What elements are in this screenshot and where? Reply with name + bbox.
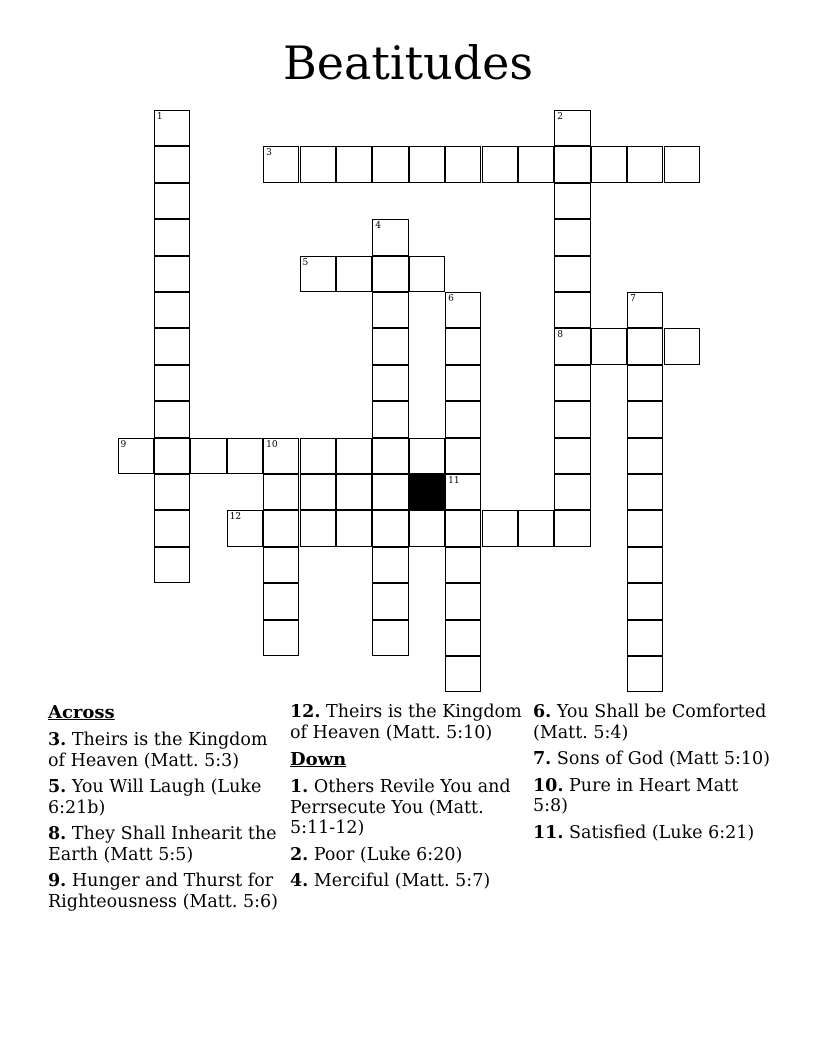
clue-number: 2. [290, 844, 309, 865]
grid-cell[interactable] [445, 547, 481, 583]
grid-cell[interactable] [627, 583, 663, 619]
clue-down-2 [290, 845, 526, 866]
grid-cell[interactable] [554, 474, 590, 510]
grid-cell[interactable] [554, 183, 590, 219]
grid-cell[interactable] [154, 365, 190, 401]
clue-down-10 [533, 776, 773, 817]
across-heading: Across [48, 702, 115, 723]
grid-cell[interactable] [263, 438, 299, 474]
clue-number: 10. [533, 775, 564, 796]
black-square [409, 474, 445, 510]
clue-text: Sons of God (Matt 5:10) [556, 749, 770, 769]
clue-text: Others Revile You and Perrsecute You (Matt. 5:11-12) [290, 777, 511, 838]
grid-cell[interactable] [627, 328, 663, 364]
grid-cell[interactable] [263, 547, 299, 583]
clue-text: Merciful (Matt. 5:7) [313, 871, 491, 891]
grid-cell[interactable] [445, 474, 481, 510]
clue-text: Theirs is the Kingdom of Heaven (Matt. 5:10) [290, 702, 522, 743]
grid-cell[interactable] [154, 256, 190, 292]
grid-cell[interactable] [627, 146, 663, 182]
cell-number: 7 [630, 294, 636, 304]
grid-cell[interactable] [300, 510, 336, 546]
clue-text: You Shall be Comforted (Matt. 5:4) [533, 702, 767, 743]
grid-cell[interactable] [300, 438, 336, 474]
cell-number: 1 [156, 112, 163, 122]
clue-down-11 [533, 823, 773, 844]
grid-cell[interactable] [627, 656, 663, 692]
grid-cell[interactable] [372, 474, 408, 510]
grid-cell[interactable] [409, 146, 445, 182]
grid-cell[interactable] [445, 146, 481, 182]
grid-cell[interactable] [372, 219, 408, 255]
grid-cell[interactable] [372, 365, 408, 401]
cell-number: 8 [557, 330, 564, 341]
grid-cell[interactable] [263, 510, 299, 546]
clue-text: You Will Laugh (Luke 6:21b) [48, 777, 262, 818]
clue-number: 3. [48, 730, 67, 750]
grid-cell[interactable] [372, 146, 408, 182]
grid-cell[interactable] [300, 146, 336, 182]
grid-cell[interactable] [263, 620, 299, 656]
grid-cell[interactable] [445, 583, 481, 619]
grid-cell[interactable] [263, 474, 299, 510]
cell-number: 11 [448, 476, 460, 486]
cell-number: 6 [448, 294, 454, 304]
grid-cell[interactable] [482, 510, 518, 546]
clue-text: Theirs is the Kingdom of Heaven (Matt. 5:3) [48, 730, 268, 771]
grid-cell[interactable] [190, 438, 226, 474]
clue-down-4 [290, 871, 526, 892]
grid-cell[interactable] [445, 401, 481, 437]
grid-cell[interactable] [627, 438, 663, 474]
grid-cell[interactable] [664, 146, 700, 182]
grid-cell[interactable] [154, 146, 190, 182]
grid-cell[interactable] [627, 474, 663, 510]
grid-cell[interactable] [554, 256, 590, 292]
clue-text: Satisfied (Luke 6:21) [569, 822, 755, 843]
grid-cell[interactable] [518, 510, 554, 546]
cell-number: 2 [557, 112, 564, 122]
grid-cell[interactable] [154, 438, 190, 474]
grid-cell[interactable] [445, 620, 481, 656]
grid-cell[interactable] [409, 510, 445, 546]
grid-cell[interactable] [372, 583, 408, 619]
grid-cell[interactable] [445, 438, 481, 474]
clue-number: 11. [533, 822, 564, 843]
page-title: Beatitudes [282, 36, 534, 90]
grid-cell[interactable] [445, 510, 481, 546]
clue-across-5 [48, 777, 284, 818]
grid-cell[interactable] [554, 219, 590, 255]
clue-number: 1. [290, 777, 309, 797]
grid-cell[interactable] [372, 328, 408, 364]
clue-number: 8. [48, 824, 67, 844]
grid-cell[interactable] [482, 146, 518, 182]
grid-cell[interactable] [372, 401, 408, 437]
clue-text: Pure in Heart Matt 5:8) [533, 775, 739, 816]
clue-down-1 [290, 777, 526, 839]
clue-text: Poor (Luke 6:20) [313, 844, 463, 865]
clue-number: 4. [290, 871, 309, 891]
cell-number: 5 [302, 257, 309, 268]
clue-across-9 [48, 871, 284, 912]
grid-cell[interactable] [409, 256, 445, 292]
grid-cell[interactable] [154, 328, 190, 364]
grid-cell[interactable] [372, 620, 408, 656]
grid-cell[interactable] [154, 183, 190, 219]
grid-cell[interactable] [154, 510, 190, 546]
clue-column-1 [48, 702, 284, 918]
grid-cell[interactable] [263, 583, 299, 619]
grid-cell[interactable] [445, 656, 481, 692]
grid-cell[interactable] [627, 510, 663, 546]
cell-number: 3 [266, 148, 272, 159]
grid-cell[interactable] [336, 474, 372, 510]
clue-across-3 [48, 730, 284, 771]
clue-number: 9. [48, 871, 67, 891]
grid-cell[interactable] [154, 219, 190, 255]
grid-cell[interactable] [154, 547, 190, 583]
grid-cell[interactable] [409, 438, 445, 474]
grid-cell[interactable] [627, 547, 663, 583]
clue-number: 7. [533, 749, 552, 769]
cell-number: 10 [266, 439, 278, 450]
grid-cell[interactable] [554, 401, 590, 437]
grid-cell[interactable] [372, 256, 408, 292]
grid-cell[interactable] [627, 620, 663, 656]
grid-cell[interactable] [554, 146, 590, 182]
grid-cell[interactable] [591, 328, 627, 364]
grid-cell[interactable] [591, 146, 627, 182]
clue-down-7 [533, 749, 773, 770]
grid-cell[interactable] [554, 292, 590, 328]
grid-cell[interactable] [336, 146, 372, 182]
grid-cell[interactable] [445, 365, 481, 401]
down-heading: Down [290, 749, 347, 770]
grid-cell[interactable] [518, 146, 554, 182]
grid-cell[interactable] [154, 401, 190, 437]
grid-cell[interactable] [664, 328, 700, 364]
grid-cell[interactable] [372, 510, 408, 546]
grid-cell[interactable] [118, 438, 154, 474]
grid-cell[interactable] [154, 110, 190, 146]
clue-number: 6. [533, 702, 552, 722]
clue-number: 5. [48, 777, 67, 797]
grid-cell[interactable] [227, 510, 263, 546]
grid-cell[interactable] [300, 256, 336, 292]
grid-cell[interactable] [263, 146, 299, 182]
grid-cell[interactable] [445, 328, 481, 364]
grid-cell[interactable] [554, 365, 590, 401]
clue-column-2 [290, 702, 526, 898]
grid-cell[interactable] [372, 292, 408, 328]
grid-cell[interactable] [554, 438, 590, 474]
clue-across-12 [290, 702, 526, 743]
clue-number: 12. [290, 702, 321, 722]
grid-cell[interactable] [554, 510, 590, 546]
grid-cell[interactable] [336, 510, 372, 546]
grid-cell[interactable] [627, 292, 663, 328]
grid-cell[interactable] [227, 438, 263, 474]
grid-cell[interactable] [300, 474, 336, 510]
cell-number: 12 [229, 512, 242, 523]
clue-text: Hunger and Thurst for Righteousness (Matt. 5:6) [48, 871, 278, 912]
clue-down-6 [533, 702, 773, 743]
clue-across-8 [48, 824, 284, 865]
grid-cell[interactable] [554, 328, 590, 364]
cell-number: 9 [120, 439, 127, 450]
grid-cell[interactable] [154, 474, 190, 510]
grid-cell[interactable] [336, 438, 372, 474]
grid-cell[interactable] [627, 401, 663, 437]
clue-column-3 [533, 702, 773, 849]
grid-cell[interactable] [372, 547, 408, 583]
grid-cell[interactable] [627, 365, 663, 401]
clue-text: They Shall Inhearit the Earth (Matt 5:5) [48, 824, 277, 865]
grid-cell[interactable] [154, 292, 190, 328]
grid-cell[interactable] [336, 256, 372, 292]
grid-cell[interactable] [445, 292, 481, 328]
grid-cell[interactable] [372, 438, 408, 474]
grid-cell[interactable] [554, 110, 590, 146]
cell-number: 4 [375, 221, 382, 232]
